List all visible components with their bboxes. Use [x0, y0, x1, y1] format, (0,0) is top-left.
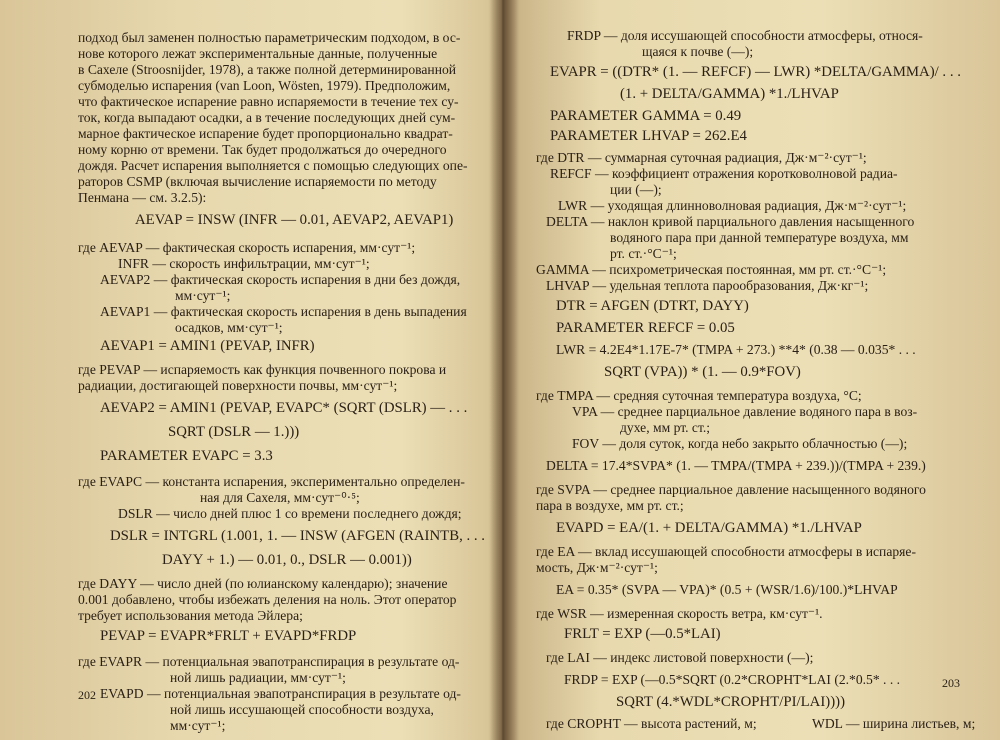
text-line: Пенмана — см. 3.2.5):: [78, 190, 207, 205]
equation-line: PARAMETER GAMMA = 0.49: [550, 108, 742, 124]
equation-line: DELTA = 17.4*SVPA* (1. — TMPA/(TMPA + 239.))/(TMPA + 239.): [546, 458, 926, 473]
equation-line: AEVAP = INSW (INFR — 0.01, AEVAP2, AEVAP1): [135, 212, 454, 228]
page-number: 202: [78, 688, 96, 702]
equation-line: SQRT (DSLR — 1.))): [168, 424, 300, 440]
text-line: где CROPHT — высота растений, м;: [546, 716, 757, 731]
text-line: WDL — ширина листьев, м;: [812, 716, 976, 731]
text-line: мость, Дж·м⁻²·сут⁻¹;: [536, 560, 658, 575]
text-line: требует использования метода Эйлера;: [78, 608, 303, 623]
equation-line: EVAPR = ((DTR* (1. — REFCF) — LWR) *DELTA/GAMMA)/ . . .: [550, 64, 961, 80]
equation-line: PARAMETER LHVAP = 262.E4: [550, 128, 747, 144]
text-line: REFCF — коэффициент отражения коротковолновой радиа-: [550, 166, 898, 181]
equation-line: PEVAP = EVAPR*FRLT + EVAPD*FRDP: [100, 628, 357, 644]
text-line: DELTA — наклон кривой парциального давления насыщенного: [546, 214, 915, 229]
text-line: рт. ст.·°С⁻¹;: [610, 246, 677, 261]
text-line: VPA — среднее парциальное давление водяного пара в воз-: [572, 404, 918, 419]
equation-line: DTR = AFGEN (DTRT, DAYY): [556, 298, 749, 314]
text-line: где PEVAP — испаряемость как функция почвенного покрова и: [78, 362, 447, 377]
right-page: [512, 0, 1000, 740]
text-line: где LAI — индекс листовой поверхности (—);: [546, 650, 814, 665]
text-line: ная для Сахеля, мм·сут⁻⁰·⁵;: [200, 490, 360, 505]
equation-line: EVAPD = EA/(1. + DELTA/GAMMA) *1./LHVAP: [556, 520, 862, 536]
equation-line: PARAMETER REFCF = 0.05: [556, 320, 735, 336]
text-line: подход был заменен полностью параметрическим подходом, в ос-: [78, 30, 461, 45]
text-line: нове которого лежат экспериментальные данные, полученные: [78, 46, 438, 61]
text-line: AEVAP2 — фактическая скорость испарения в дни без дождя,: [100, 272, 461, 287]
text-line: мм·сут⁻¹;: [175, 288, 231, 303]
text-line: GAMMA — психрометрическая постоянная, мм рт. ст.·°С⁻¹;: [536, 262, 887, 277]
text-line: FOV — доля суток, когда небо закрыто облачностью (—);: [572, 436, 908, 451]
text-line: где TMPA — средняя суточная температура воздуха, °С;: [536, 388, 862, 403]
book-gutter: [488, 0, 518, 740]
equation-line: PARAMETER EVAPC = 3.3: [100, 448, 273, 464]
equation-line: FRLT = EXP (—0.5*LAI): [564, 626, 721, 642]
text-line: LHVAP — удельная теплота парообразования, Дж·кг⁻¹;: [546, 278, 869, 293]
equation-line: SQRT (4.*WDL*CROPHT/PI/LAI)))): [616, 694, 845, 710]
page-number: 203: [942, 676, 960, 690]
equation-line: AEVAP1 = AMIN1 (PEVAP, INFR): [100, 338, 315, 354]
text-line: 0.001 добавлено, чтобы избежать деления на ноль. Этот оператор: [78, 592, 457, 607]
equation-line: DAYY + 1.) — 0.01, 0., DSLR — 0.001)): [162, 552, 412, 568]
text-line: ции (—);: [610, 182, 662, 197]
equation-line: (1. + DELTA/GAMMA) *1./LHVAP: [620, 86, 839, 102]
text-line: где EA — вклад иссушающей способности атмосферы в испаряе-: [536, 544, 916, 559]
text-line: пара в воздухе, мм рт. ст.;: [536, 498, 684, 513]
text-line: мм·сут⁻¹;: [170, 718, 226, 733]
text-line: марное фактическое испарение будет пропорционально квадрат-: [78, 126, 453, 141]
text-line: дождя. Расчет испарения выполняется с помощью следующих опе-: [78, 158, 468, 173]
equation-line: FRDP = EXP (—0.5*SQRT (0.2*CROPHT*LAI (2.*0.5* . . .: [564, 672, 901, 687]
text-line: где SVPA — среднее парциальное давление насыщенного водяного: [536, 482, 926, 497]
text-line: раторов CSMP (включая вычисление испаряемости по методу: [78, 174, 437, 189]
text-line: щаяся к почве (—);: [642, 44, 754, 59]
text-line: где DTR — суммарная суточная радиация, Дж·м⁻²·сут⁻¹;: [536, 150, 867, 165]
text-line: где AEVAP — фактическая скорость испарения, мм·сут⁻¹;: [78, 240, 416, 255]
text-line: в Сахеле (Stroosnijder, 1978), а также полной детерминированной: [78, 62, 457, 77]
text-line: где EVAPR — потенциальная эвапотранспирация в результате од-: [78, 654, 460, 669]
text-line: водяного пара при данной температуре воздуха, мм: [610, 230, 909, 245]
equation-line: EA = 0.35* (SVPA — VPA)* (0.5 + (WSR/1.6)/100.)*LHVAP: [556, 582, 898, 597]
text-line: ток, когда выпадают осадки, а в течение последующих дней сум-: [78, 110, 456, 125]
equation-line: AEVAP2 = AMIN1 (PEVAP, EVAPC* (SQRT (DSLR) — . . .: [100, 400, 468, 416]
text-line: ной лишь иссушающей способности воздуха,: [170, 702, 434, 717]
text-line: ной лишь радиации, мм·сут⁻¹;: [170, 670, 346, 685]
text-line: где WSR — измеренная скорость ветра, км·сут⁻¹.: [536, 606, 823, 621]
text-line: FRDP — доля иссушающей способности атмосферы, относя-: [567, 28, 923, 43]
text-line: где DAYY — число дней (по юлианскому календарю); значение: [78, 576, 448, 591]
text-line: EVAPD — потенциальная эвапотранспирация в результате од-: [100, 686, 461, 701]
text-line: LWR — уходящая длинноволновая радиация, Дж·м⁻²·сут⁻¹;: [558, 198, 907, 213]
text-line: DSLR — число дней плюс 1 со времени последнего дождя;: [118, 506, 462, 521]
text-line: что фактическое испарение равно испаряемости в течение тех су-: [78, 94, 459, 109]
text-line: INFR — скорость инфильтрации, мм·сут⁻¹;: [118, 256, 370, 271]
equation-line: SQRT (VPA)) * (1. — 0.9*FOV): [604, 364, 801, 380]
text-line: где EVAPC — константа испарения, экспериментально определен-: [78, 474, 465, 489]
text-line: осадков, мм·сут⁻¹;: [175, 320, 283, 335]
text-line: ному корню от времени. Так будет продолжаться до очередного: [78, 142, 447, 157]
equation-line: LWR = 4.2E4*1.17E-7* (TMPA + 273.) **4* (0.38 — 0.035* . . .: [556, 342, 916, 357]
text-line: духе, мм рт. ст.;: [620, 420, 711, 435]
equation-line: DSLR = INTGRL (1.001, 1. — INSW (AFGEN (RAINTB, . . .: [110, 528, 485, 544]
text-line: субмоделью испарения (van Loon, Wösten, 1979). Предположим,: [78, 78, 451, 93]
text-line: радиации, достигающей поверхности почвы, мм·сут⁻¹;: [78, 378, 398, 393]
text-line: AEVAP1 — фактическая скорость испарения в день выпадения: [100, 304, 467, 319]
